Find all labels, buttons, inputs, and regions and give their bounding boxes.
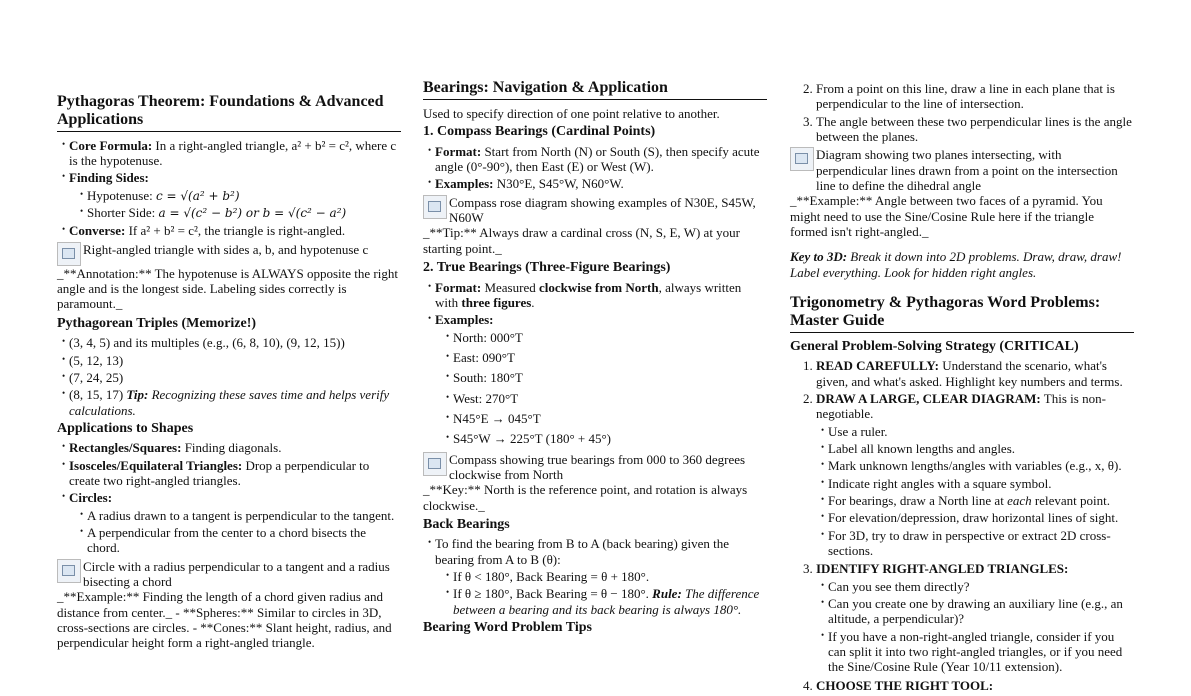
compass-rose-figure — [423, 195, 767, 226]
examples-label: Examples: — [435, 176, 494, 192]
tip-text: Indicate right angles with a square symbol. — [828, 475, 1052, 491]
tip-text: Can you see them directly? — [828, 578, 970, 594]
converse-text: If a² + b² = c², the triangle is right-angled. — [128, 223, 346, 239]
list-item — [69, 138, 401, 169]
broken-image-icon — [790, 147, 814, 171]
list-item — [69, 490, 401, 555]
list-item — [453, 586, 767, 617]
core-list — [57, 138, 401, 239]
dihedral-steps-list — [790, 81, 1134, 144]
back-intro: To find the bearing from B to A (back bearing) given the bearing from A to B (θ): — [435, 536, 730, 567]
figure-alt-text: Right-angled triangle with sides a, b, and hypotenuse c — [83, 241, 369, 257]
list-item — [816, 678, 1134, 693]
shapes-heading: Applications to Shapes — [57, 420, 194, 436]
step-text: From a point on this line, draw a line in each plane that is perpendicular to the line of intersection. — [816, 81, 1115, 112]
tip-text: Label all known lengths and angles. — [828, 440, 1016, 456]
back-bearings-heading: Back Bearings — [423, 516, 510, 532]
list-item — [69, 353, 401, 368]
list-item — [816, 358, 1134, 389]
tip-text: relevant point. — [1034, 492, 1110, 508]
tip-text: Mark unknown lengths/angles with variables (e.g., x, θ). — [828, 458, 1122, 474]
step-label: CHOOSE THE RIGHT TOOL: — [816, 677, 994, 693]
key-3d-paragraph — [790, 249, 1134, 280]
diagram-tips-list — [816, 424, 1134, 559]
finding-sides-list — [69, 188, 401, 221]
step-text: The angle between these two perpendicular lines is the angle between the planes. — [816, 113, 1132, 144]
core-formula-label: Core Formula: — [69, 137, 153, 153]
list-item — [435, 312, 767, 446]
list-item — [69, 387, 401, 418]
list-item — [435, 536, 767, 617]
list-item — [69, 170, 401, 220]
figure-alt-text: Compass showing true bearings from 000 to 360 degrees clockwise from North — [449, 451, 746, 482]
list-item — [816, 391, 1134, 558]
tip-text: For elevation/depression, draw horizontal lines of sight. — [828, 510, 1119, 526]
list-item — [453, 370, 767, 385]
list-item — [453, 431, 767, 446]
triple-text: (3, 4, 5) and its multiples (e.g., (6, 8, 10), (9, 12, 15)) — [69, 335, 345, 351]
example-note: _**Example:** Finding the length of a chord given radius and distance from center._ - **Spheres:** Similar to circles in 3D, cross-sections are circles. - **Cones:** Slant height, radius, and perpendicular height form a right-angled triangle. — [57, 589, 392, 651]
format-text: Measured — [484, 279, 536, 295]
list-item — [828, 510, 1134, 525]
tip-note: _**Tip:** Always draw a cardinal cross (N, S, E, W) at your starting point._ — [423, 225, 741, 256]
circle-fact: A radius drawn to a tangent is perpendicular to the tangent. — [87, 507, 395, 523]
bearings-intro: Used to specify direction of one point relative to another. — [423, 105, 720, 121]
list-item — [87, 508, 401, 523]
column-pythagoras — [57, 93, 401, 655]
true-examples-list — [435, 330, 767, 447]
list-item — [69, 335, 401, 350]
section-title-word-problems: Trigonometry & Pythagoras Word Problems: Master Guide — [790, 294, 1134, 333]
list-item — [828, 528, 1134, 559]
list-item — [435, 144, 767, 175]
true-bearings-figure — [423, 452, 767, 483]
list-item — [828, 424, 1134, 439]
key-3d-label: Key to 3D: — [790, 249, 848, 265]
step-text: Understand the scenario, what's given, and what's asked. Highlight key numbers and terms. — [816, 358, 1123, 389]
key-3d-text: Break it down into 2D problems. Draw, draw, draw! Label everything. Look for hidden right angles. — [790, 249, 1122, 280]
list-item — [816, 81, 1134, 112]
tip-text: For bearings, draw a North line at — [828, 492, 1004, 508]
list-item — [828, 476, 1134, 491]
broken-image-icon — [423, 452, 447, 476]
step-label: READ CAREFULLY: — [816, 358, 939, 374]
list-item — [828, 441, 1134, 456]
list-item — [453, 411, 767, 426]
annotation-note: _**Annotation:** The hypotenuse is ALWAYS opposite the right angle and is the longest side. Labeling sides correctly is paramount._ — [57, 265, 398, 312]
triple-text: (7, 24, 25) — [69, 369, 124, 385]
list-item — [828, 458, 1134, 473]
shorter-side-label: Shorter Side: — [87, 205, 156, 221]
back-rule: If θ < 180°, Back Bearing = θ + 180°. — [453, 569, 650, 584]
shorter-side-formula: a = √(c² − b²) or b = √(c² − a²) — [158, 206, 347, 221]
format-text: , always written with — [435, 279, 742, 310]
tip-emphasis: each — [1007, 492, 1032, 508]
core-formula-text: In a right-angled triangle, a² + b² = c², where c is the hypotenuse. — [69, 137, 397, 169]
circle-figure — [57, 559, 401, 590]
list-item — [816, 561, 1134, 674]
iso-label: Isosceles/Equilateral Triangles: — [69, 457, 243, 473]
right-triangle-tips-list — [816, 579, 1134, 675]
circles-list — [69, 508, 401, 556]
example-bearing: East: 090°T — [453, 349, 515, 365]
converse-label: Converse: — [69, 223, 126, 239]
list-item — [828, 596, 1134, 627]
format-text: . — [531, 294, 535, 310]
format-emphasis: three figures — [461, 294, 532, 310]
compass-heading: 1. Compass Bearings (Cardinal Points) — [423, 124, 656, 140]
list-item — [87, 525, 401, 556]
key-note: _**Key:** North is the reference point, and rotation is always clockwise._ — [423, 482, 748, 513]
strategy-heading: General Problem-Solving Strategy (CRITICAL) — [790, 338, 1079, 354]
list-item — [69, 370, 401, 385]
list-item — [435, 176, 767, 191]
broken-image-icon — [57, 559, 81, 583]
step-label: IDENTIFY RIGHT-ANGLED TRIANGLES: — [816, 561, 1069, 577]
list-item — [828, 629, 1134, 675]
triangle-figure — [57, 242, 401, 266]
step-text: This is non-negotiable. — [816, 390, 1106, 422]
tip-text: For 3D, try to draw in perspective or extract 2D cross-sections. — [828, 527, 1111, 558]
example-bearing: N45°E → 045°T — [453, 410, 541, 426]
format-label: Format: — [435, 279, 482, 295]
hypotenuse-formula: c = √(a² + b²) — [155, 188, 240, 203]
compass-list — [423, 144, 767, 192]
section-title-bearings: Bearings: Navigation & Application — [423, 79, 767, 100]
column-bearings — [423, 79, 767, 640]
example-bearing: S45°W → 225°T (180° + 45°) — [453, 431, 612, 447]
example-bearing: South: 180°T — [453, 370, 523, 386]
rect-text: Finding diagonals. — [184, 440, 282, 456]
back-bearings-list — [423, 536, 767, 617]
true-bearings-list — [423, 280, 767, 447]
tip-text: Use a ruler. — [828, 423, 888, 439]
list-item — [453, 391, 767, 406]
example-note: _**Example:** Angle between two faces of a pyramid. You might need to use the Sine/Cosine Rule here if the triangle formed isn't right-angled._ — [790, 193, 1103, 239]
tip-text: Recognizing these saves time and helps verify calculations. — [69, 387, 390, 418]
examples-label: Examples: — [435, 312, 494, 328]
format-text: Start from North (N) or South (S), then specify acute angle (0°-90°), then East (E) or West (W). — [435, 143, 760, 175]
planes-figure — [790, 147, 1134, 193]
list-item — [828, 579, 1134, 594]
circles-label: Circles: — [69, 490, 113, 506]
hypotenuse-label: Hypotenuse: — [87, 187, 153, 203]
triples-heading: Pythagorean Triples (Memorize!) — [57, 315, 257, 331]
list-item — [435, 280, 767, 311]
list-item — [69, 440, 401, 455]
list-item — [453, 330, 767, 345]
word-problem-heading: Bearing Word Problem Tips — [423, 619, 592, 635]
broken-image-icon — [423, 195, 447, 219]
broken-image-icon — [57, 242, 81, 266]
section-title-pythagoras: Pythagoras Theorem: Foundations & Advanced Applications — [57, 93, 401, 132]
step-label: DRAW A LARGE, CLEAR DIAGRAM: — [816, 390, 1041, 406]
finding-sides-label: Finding Sides: — [69, 170, 149, 186]
list-item — [453, 350, 767, 365]
triple-text: (8, 15, 17) — [69, 387, 124, 403]
tip-text: Can you create one by drawing an auxiliary line (e.g., an altitude, a perpendicular)? — [828, 595, 1123, 627]
format-label: Format: — [435, 143, 482, 159]
column-word-problems — [790, 79, 1134, 696]
triple-text: (5, 12, 13) — [69, 352, 124, 368]
figure-alt-text: Circle with a radius perpendicular to a tangent and a radius bisecting a chord — [83, 558, 390, 590]
circle-fact: A perpendicular from the center to a chord bisects the chord. — [87, 525, 367, 556]
rule-label: Rule: — [652, 586, 682, 602]
triples-list — [57, 335, 401, 418]
back-rules-list — [435, 569, 767, 617]
back-rule: If θ ≥ 180°, Back Bearing = θ − 180°. — [453, 586, 649, 602]
examples-text: N30°E, S45°W, N60°W. — [496, 176, 624, 192]
example-bearing: West: 270°T — [453, 390, 519, 406]
rect-label: Rectangles/Squares: — [69, 440, 182, 456]
iso-text: Drop a perpendicular to create two right-angled triangles. — [69, 457, 370, 489]
list-item — [453, 569, 767, 584]
list-item — [87, 188, 401, 203]
example-bearing: North: 000°T — [453, 329, 523, 345]
tip-text: If you have a non-right-angled triangle, consider if you can split it into two right-angled triangles, or if you need the Sine/Cosine Rule (Year 10/11 extension). — [828, 628, 1123, 675]
strategy-list — [790, 358, 1134, 693]
shapes-list — [57, 440, 401, 555]
list-item — [69, 458, 401, 489]
list-item — [69, 223, 401, 238]
figure-alt-text: Compass rose diagram showing examples of N30E, S45W, N60W — [449, 194, 756, 226]
list-item — [828, 493, 1134, 508]
list-item — [87, 205, 401, 220]
figure-alt-text: Diagram showing two planes intersecting, with perpendicular lines drawn from a point on the intersection line to define the dihedral angle — [816, 147, 1118, 193]
format-emphasis: clockwise from North — [538, 279, 659, 295]
list-item — [816, 114, 1134, 145]
tip-label: Tip: — [126, 387, 149, 403]
true-bearings-heading: 2. True Bearings (Three-Figure Bearings) — [423, 260, 671, 276]
rule-text: The difference between a bearing and its back bearing is always 180°. — [453, 586, 760, 617]
